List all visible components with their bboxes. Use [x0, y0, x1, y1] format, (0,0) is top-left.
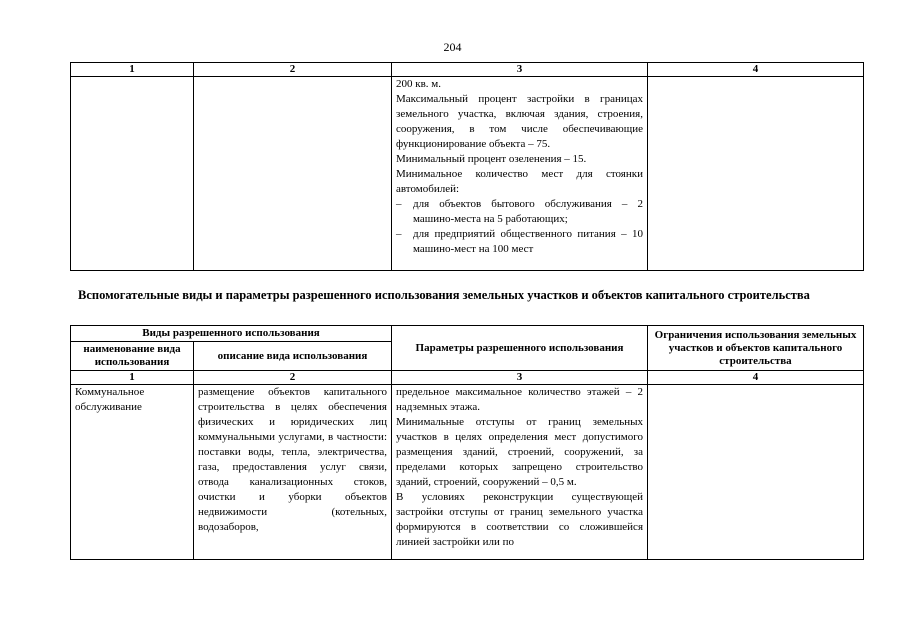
param-line: предельное максимальное количество этажей – 2 надземных этажа.	[396, 386, 643, 413]
column-number: 4	[648, 371, 864, 385]
table-row	[71, 77, 864, 271]
list-item	[396, 197, 643, 227]
header-params: Параметры разрешенного использования	[392, 326, 648, 371]
column-number: 1	[71, 63, 194, 77]
column-number: 3	[392, 63, 648, 77]
header-name: наименование вида использования	[71, 342, 194, 371]
column-number: 2	[194, 371, 392, 385]
param-line: Максимальный процент застройки в границах земельного участка, включая здания, строения, сооружения, в том числе обеспечивающие функционирование объекта – 75.	[396, 93, 643, 150]
column-number-row	[71, 63, 864, 77]
column-number: 3	[392, 371, 648, 385]
table-cell	[648, 77, 864, 271]
list-item-text: для предприятий общественного питания – 10 машино-мест на 100 мест	[413, 228, 643, 255]
dash-bullet: –	[396, 228, 402, 240]
use-description-cell: размещение объектов капитального строительства в целях обеспечения физических и юридических лиц коммунальными услугами, в частности: поставки воды, тепла, электричества, газа, предоставления услуг связи, отвода канализационных стоков, очистки и уборки объектов недвижимости (котельных, водозаборов,	[194, 385, 392, 560]
column-number: 1	[71, 371, 194, 385]
param-line: 200 кв. м.	[396, 78, 441, 90]
params-cell	[392, 385, 648, 560]
dash-bullet: –	[396, 198, 402, 210]
use-name-cell: Коммунальное обслуживание	[71, 385, 194, 560]
params-cell	[392, 77, 648, 271]
page-number: 204	[443, 40, 462, 54]
column-number-row	[71, 371, 864, 385]
header-limits: Ограничения использования земельных участков и объектов капитального строительства	[648, 326, 864, 371]
param-line: Минимальный процент озеленения – 15.	[396, 153, 587, 165]
param-line: Минимальные отступы от границ земельных участков в целях определения мест допустимого размещения зданий, строений, сооружений, за пределами которых запрещено строительство зданий, строений, сооружений – 0,5 м.	[396, 416, 643, 488]
table-row	[71, 385, 864, 560]
continuation-table	[70, 62, 864, 271]
list-item-text: для объектов бытового обслуживания – 2 машино-места на 5 работающих;	[413, 198, 643, 225]
auxiliary-uses-table	[70, 325, 864, 560]
column-number: 2	[194, 63, 392, 77]
param-line: Минимальное количество мест для стоянки автомобилей:	[396, 168, 643, 195]
table-cell	[194, 77, 392, 271]
column-number: 4	[648, 63, 864, 77]
table-cell	[71, 77, 194, 271]
header-row	[71, 326, 864, 342]
section-heading: Вспомогательные виды и параметры разрешенного использования земельных участков и объектов капитального строительства	[78, 288, 810, 302]
header-description: описание вида использования	[194, 342, 392, 371]
limits-cell	[648, 385, 864, 560]
list-item	[396, 227, 643, 257]
header-group: Виды разрешенного использования	[71, 326, 392, 342]
param-line: В условиях реконструкции существующей застройки отступы от границ земельного участка формируются в соответствии со сложившейся линией застройки или по	[396, 491, 643, 548]
